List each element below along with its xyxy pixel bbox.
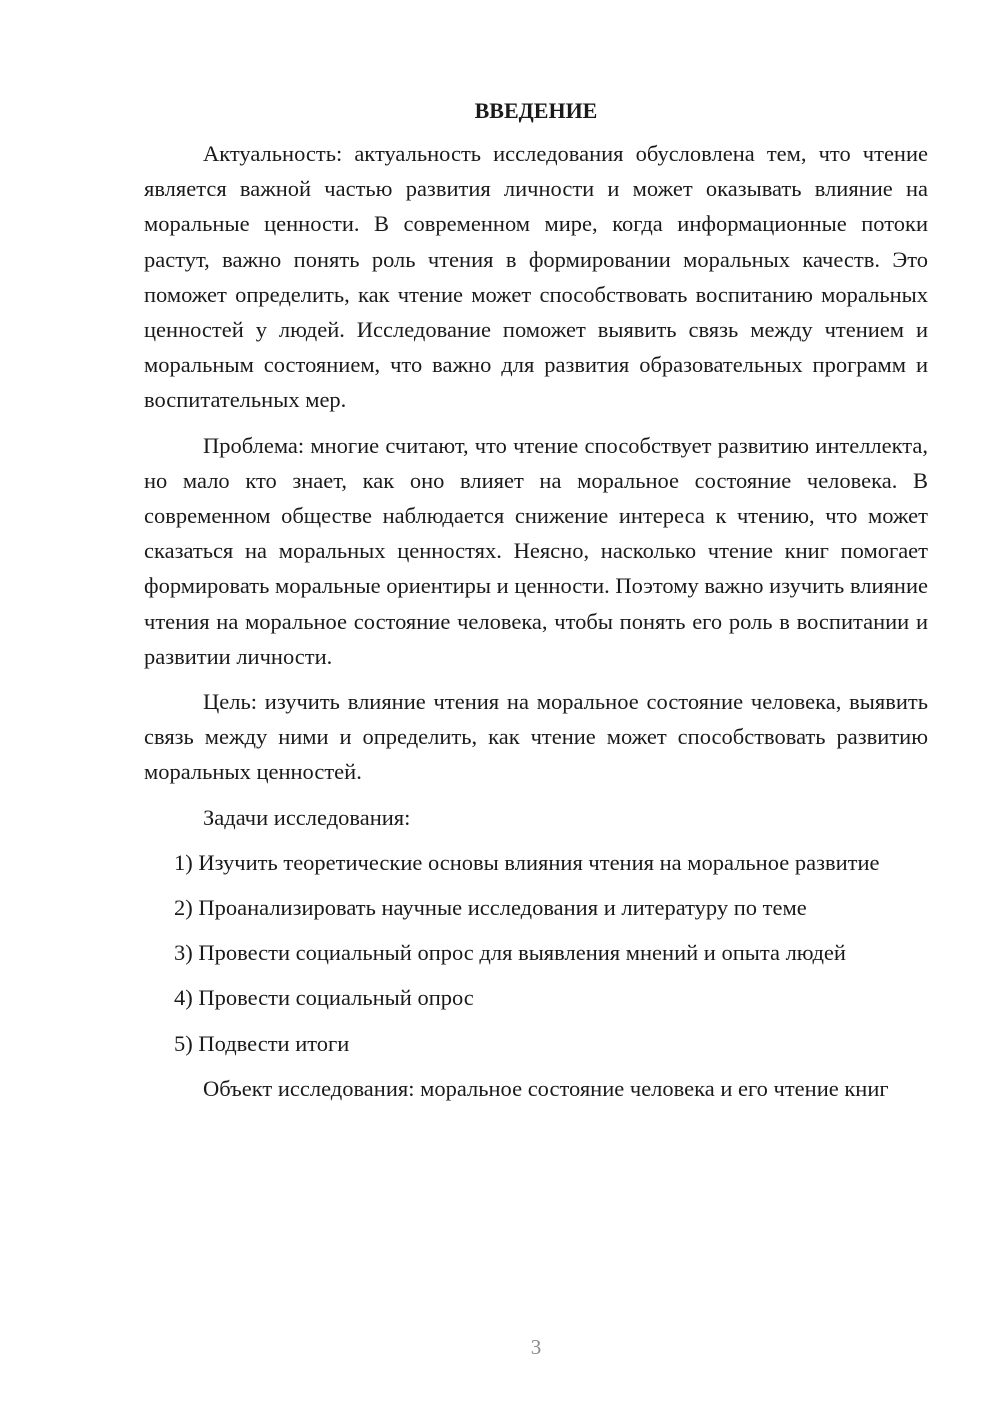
goal-paragraph: Цель: изучить влияние чтения на моральное состояние человека, выявить связь между ними и определить, как чтение может способствовать развитию моральных ценностей. — [144, 689, 928, 785]
task-item-2: 2) Проанализировать научные исследования и литературу по теме — [174, 895, 807, 921]
section-title: ВВЕДЕНИЕ — [474, 98, 598, 123]
relevance-paragraph: Актуальность: актуальность исследования обусловлена тем, что чтение является важной частью развития личности и может оказывать влияние на моральные ценности. В современном мире, когда информационные потоки растут, важно понять роль чтения в формировании моральных качеств. Это поможет определить, как чтение может способствовать воспитанию моральных ценностей у людей. Исследование поможет выявить связь между чтением и моральным состоянием, что важно для развития образовательных программ и воспитательных мер. — [144, 141, 928, 413]
tasks-heading: Задачи исследования: — [203, 804, 411, 830]
task-item-1: 1) Изучить теоретические основы влияния чтения на моральное развитие — [174, 849, 880, 875]
task-item-3: 3) Провести социальный опрос для выявления мнений и опыта людей — [174, 940, 846, 966]
object-paragraph: Объект исследования: моральное состояние человека и его чтение книг — [203, 1075, 889, 1101]
problem-paragraph: Проблема: многие считают, что чтение способствует развитию интеллекта, но мало кто знает, как оно влияет на моральное состояние человека. В современном обществе наблюдается снижение интереса к чтению, что может сказаться на моральных ценностях. Неясно, насколько чтение книг помогает формировать моральные ориентиры и ценности. Поэтому важно изучить влияние чтения на моральное состояние человека, чтобы понять его роль в воспитании и развитии личности. — [144, 432, 928, 669]
task-item-5: 5) Подвести итоги — [174, 1030, 350, 1056]
page-content — [144, 96, 928, 1116]
task-item-4: 4) Провести социальный опрос — [174, 985, 474, 1011]
page-number: 3 — [530, 1335, 542, 1359]
